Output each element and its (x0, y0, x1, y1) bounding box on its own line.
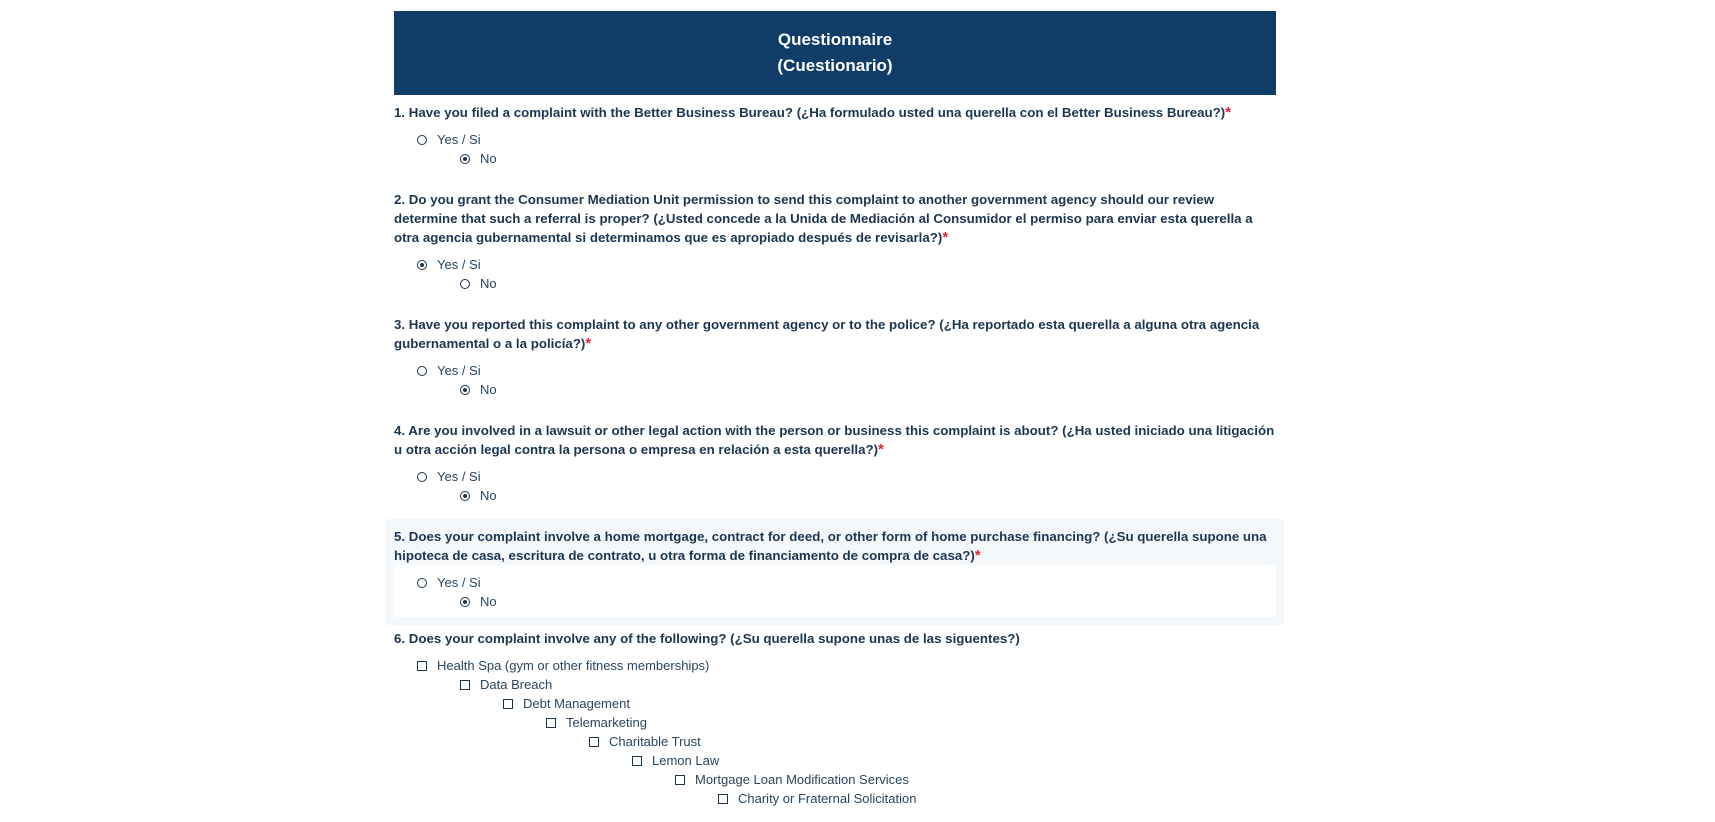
checkbox-option-health-spa[interactable] (394, 656, 1276, 675)
radio-button[interactable] (417, 578, 427, 588)
question-5 (386, 519, 1284, 625)
option-label: Lemon Law (652, 753, 720, 768)
option-label: No (480, 276, 497, 291)
option-label: Data Breach (480, 677, 553, 692)
checkbox-option-lemon-law[interactable] (394, 751, 1276, 770)
question-4-text: 4. Are you involved in a lawsuit or other legal action with the person or business this complaint is about? (¿Ha usted iniciado una litigación u otra acción legal contra la persona o empresa en relación a esta querella?) (394, 423, 1275, 457)
question-3-text: 3. Have you reported this complaint to any other government agency or to the police? (¿Ha reportado esta querella a alguna otra agencia gubernamental o a la policía?) (394, 317, 1260, 351)
question-6-text: 6. Does your complaint involve any of the following? (¿Su querella supone unas de las siguentes?) (394, 631, 1020, 646)
radio-button-selected[interactable] (417, 260, 427, 270)
radio-button[interactable] (460, 279, 470, 289)
question-6-options (394, 648, 1276, 822)
question-1-text: 1. Have you filed a complaint with the Better Business Bureau? (¿Ha formulado usted una querella con el Better Business Bureau?) (394, 105, 1226, 120)
option-no[interactable] (394, 380, 1276, 399)
checkbox[interactable] (589, 737, 599, 747)
question-2-options (394, 247, 1276, 307)
checkbox[interactable] (632, 756, 642, 766)
option-label: Mortgage Loan Modification Services (695, 772, 909, 787)
option-no[interactable] (394, 486, 1276, 505)
checkbox-option-charity-solicitation[interactable] (394, 789, 1276, 808)
form-subtitle: (Cuestionario) (777, 56, 893, 75)
form-title: Questionnaire (777, 30, 893, 49)
question-6 (394, 625, 1276, 822)
radio-button[interactable] (417, 472, 427, 482)
option-label: Yes / Si (437, 132, 481, 147)
checkbox-option-mortgage-loan-modification[interactable] (394, 770, 1276, 789)
checkbox-option-data-breach[interactable] (394, 675, 1276, 694)
option-label: Health Spa (gym or other fitness memberships) (437, 658, 710, 673)
question-3-options (394, 353, 1276, 413)
option-label: No (480, 382, 497, 397)
question-1-options (394, 122, 1276, 182)
required-marker: * (942, 229, 949, 246)
required-marker: * (974, 547, 981, 564)
radio-button-selected[interactable] (460, 385, 470, 395)
radio-button[interactable] (417, 366, 427, 376)
radio-button-selected[interactable] (460, 491, 470, 501)
checkbox[interactable] (546, 718, 556, 728)
radio-button[interactable] (417, 135, 427, 145)
question-2-text: 2. Do you grant the Consumer Mediation Unit permission to send this complaint to another government agency should our review determine that such a referral is proper? (¿Usted concede a la Unida de Mediación al Consumidor el permiso para enviar esta querella a otra agencia gubernamental si determinamos que es apropiado después de revisarla?) (394, 192, 1253, 245)
option-no[interactable] (394, 592, 1276, 611)
option-label: Yes / Si (437, 257, 481, 272)
question-4-options (394, 459, 1276, 519)
checkbox-option-charitable-trust[interactable] (394, 732, 1276, 751)
checkbox-option-telemarketing[interactable] (394, 713, 1276, 732)
option-label: Yes / Si (437, 363, 481, 378)
form-header (394, 11, 1276, 95)
checkbox[interactable] (417, 661, 427, 671)
option-label: No (480, 151, 497, 166)
checkbox[interactable] (718, 794, 728, 804)
option-label: Charitable Trust (609, 734, 701, 749)
checkbox-option-debt-management[interactable] (394, 694, 1276, 713)
question-1 (394, 95, 1276, 182)
option-yes[interactable] (394, 361, 1276, 380)
option-yes[interactable] (394, 255, 1276, 274)
option-label: No (480, 488, 497, 503)
option-label: Yes / Si (437, 575, 481, 590)
checkbox[interactable] (503, 699, 513, 709)
checkbox[interactable] (675, 775, 685, 785)
option-yes[interactable] (394, 467, 1276, 486)
option-yes[interactable] (394, 130, 1276, 149)
questionnaire-form (394, 11, 1276, 822)
required-marker: * (878, 441, 884, 458)
option-no[interactable] (394, 149, 1276, 168)
radio-button-selected[interactable] (460, 154, 470, 164)
checkbox[interactable] (460, 680, 470, 690)
required-marker: * (585, 335, 592, 352)
option-yes[interactable] (394, 573, 1276, 592)
option-label: Debt Management (523, 696, 630, 711)
option-label: No (480, 594, 497, 609)
question-3 (394, 307, 1276, 413)
option-label: Telemarketing (566, 715, 647, 730)
option-label: Charity or Fraternal Solicitation (738, 791, 917, 806)
question-2 (394, 182, 1276, 307)
required-marker: * (1225, 104, 1232, 121)
question-4 (394, 413, 1276, 519)
option-label: Yes / Si (437, 469, 481, 484)
question-5-text: 5. Does your complaint involve a home mortgage, contract for deed, or other form of home purchase financing? (¿Su querella supone una hipoteca de casa, escritura de contrato, u otra forma de financiamento de compra de casa?) (394, 529, 1267, 563)
question-5-options (394, 565, 1276, 617)
option-no[interactable] (394, 274, 1276, 293)
radio-button-selected[interactable] (460, 597, 470, 607)
